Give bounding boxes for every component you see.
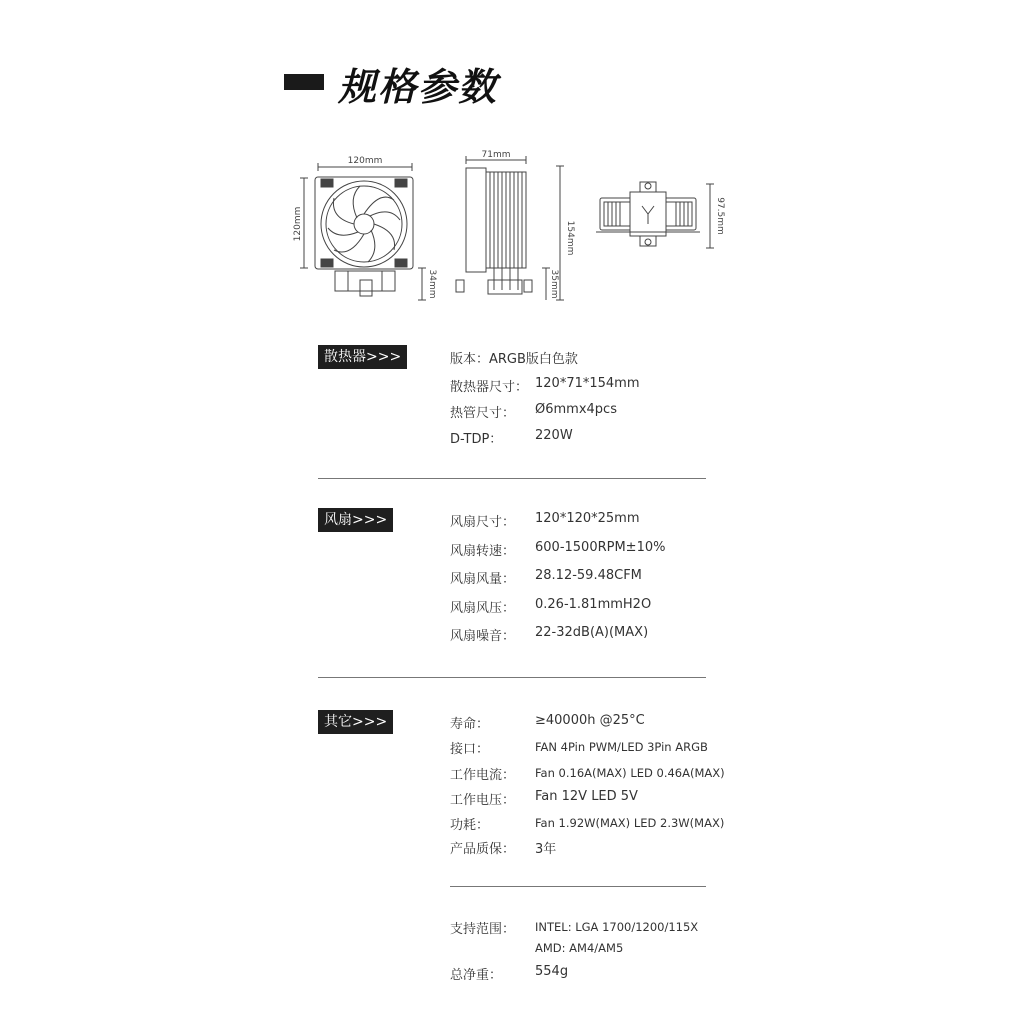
weight-label: 总净重： [450, 968, 503, 983]
power-label: 功耗： [450, 818, 490, 833]
fan-speed-label: 风扇转速： [450, 544, 516, 559]
dim-side-height: 154mm [565, 220, 575, 256]
voltage-value: Fan 12V LED 5V [535, 789, 638, 804]
top-view [596, 182, 714, 248]
dimension-diagram [290, 140, 740, 310]
power-value: Fan 1.92W(MAX) LED 2.3W(MAX) [535, 816, 725, 830]
fan-size-value: 120*120*25mm [535, 511, 640, 526]
support-amd: AMD: AM4/AM5 [535, 941, 624, 955]
heatsink-size-value: 120*71*154mm [535, 376, 640, 391]
divider [318, 677, 706, 678]
weight-value: 554g [535, 964, 569, 979]
section-tag-fan: 风扇>>> [318, 508, 393, 532]
fan-airflow-value: 28.12-59.48CFM [535, 568, 642, 583]
fan-noise-label: 风扇噪音： [450, 629, 516, 644]
side-view [456, 156, 564, 300]
section-tag-other: 其它>>> [318, 710, 393, 734]
fan-pressure-value: 0.26-1.81mmH2O [535, 597, 652, 612]
interface-value: FAN 4Pin PWM/LED 3Pin ARGB [535, 740, 708, 754]
heatsink-version: 版本：ARGB版白色款 [450, 352, 578, 367]
fan-speed-value: 600-1500RPM±10% [535, 540, 666, 555]
fan-airflow-label: 风扇风量： [450, 572, 516, 587]
page-title: 规格参数 [338, 65, 499, 109]
warranty-label: 产品质保： [450, 842, 516, 857]
divider [450, 886, 706, 887]
front-view [300, 163, 426, 300]
dim-bracket-height: 34mm [427, 269, 437, 299]
dim-front-width: 120mm [347, 156, 383, 166]
warranty-value: 3年 [535, 842, 557, 857]
dim-top-depth: 97.5mm [715, 197, 725, 235]
heatpipe-value: Ø6mmx4pcs [535, 402, 617, 417]
fan-pressure-label: 风扇风压： [450, 601, 516, 616]
fan-size-label: 风扇尺寸： [450, 515, 516, 530]
heatpipe-label: 热管尺寸： [450, 406, 516, 421]
lifespan-value: ≥40000h @25°C [535, 713, 645, 728]
current-label: 工作电流： [450, 768, 516, 783]
fan-noise-value: 22-32dB(A)(MAX) [535, 625, 649, 640]
support-label: 支持范围： [450, 922, 516, 937]
tdp-value: 220W [535, 428, 573, 443]
support-intel: INTEL: LGA 1700/1200/115X [535, 920, 699, 934]
lifespan-label: 寿命： [450, 717, 490, 732]
voltage-label: 工作电压： [450, 793, 516, 808]
dim-side-base: 35mm [549, 269, 559, 299]
dim-side-depth: 71mm [481, 150, 511, 160]
current-value: Fan 0.16A(MAX) LED 0.46A(MAX) [535, 766, 725, 780]
tdp-label: D-TDP： [450, 432, 503, 447]
title-bar-icon [284, 74, 324, 90]
section-tag-heatsink: 散热器>>> [318, 345, 407, 369]
interface-label: 接口： [450, 742, 490, 757]
divider [318, 478, 706, 479]
heatsink-size-label: 散热器尺寸： [450, 380, 529, 395]
dim-front-height: 120mm [293, 206, 303, 242]
